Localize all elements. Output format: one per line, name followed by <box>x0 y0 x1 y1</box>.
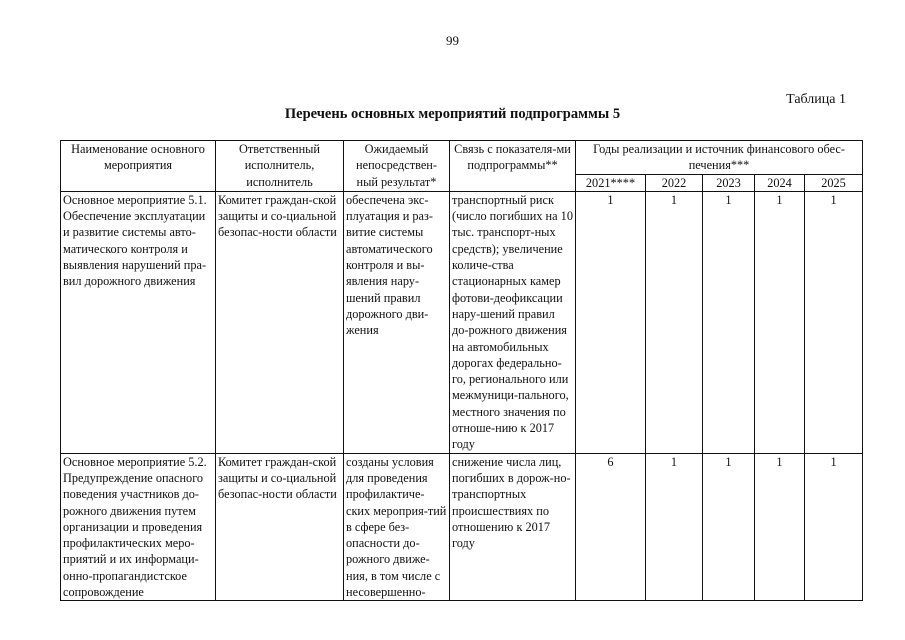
header-year: 2023 <box>703 174 755 191</box>
header-link: Связь с показателя-ми подпрограммы** <box>450 141 576 192</box>
header-executor: Ответственный исполнитель, исполнитель <box>216 141 344 192</box>
page-number: 99 <box>446 33 459 48</box>
document-title: Перечень основных мероприятий подпрограммы 5 <box>284 106 621 122</box>
year-value: 1 <box>805 191 863 453</box>
year-value: 1 <box>755 191 805 453</box>
measure-link: снижение числа лиц, погибших в дорож-но-транспортных происшествиях по отношению к 2017 году <box>450 453 576 601</box>
measure-name: Основное мероприятие 5.2. Предупреждение опасного поведения участников до-рожного движения путем организации и проведения профилактических меро-приятий и их информаци-онно-пропагандистское сопровождение <box>61 453 216 601</box>
year-value: 1 <box>703 191 755 453</box>
table-row <box>61 191 863 453</box>
year-value: 1 <box>576 191 646 453</box>
measure-executor: Комитет граждан-ской защиты и со-циальной безопас-ности области <box>216 453 344 601</box>
year-value: 1 <box>703 453 755 601</box>
year-value: 1 <box>755 453 805 601</box>
header-result: Ожидаемый непосредствен-ный результат* <box>344 141 450 192</box>
header-year: 2022 <box>646 174 703 191</box>
table-row <box>61 453 863 601</box>
year-value: 6 <box>576 453 646 601</box>
table-label: Таблица 1 <box>786 92 846 107</box>
header-year: 2025 <box>805 174 863 191</box>
header-year: 2021**** <box>576 174 646 191</box>
header-name: Наименование основного мероприятия <box>61 141 216 192</box>
year-value: 1 <box>646 453 703 601</box>
year-value: 1 <box>646 191 703 453</box>
measure-name: Основное мероприятие 5.1. Обеспечение эксплуатации и развитие системы авто-матического контроля и выявления нарушений пра-вил дорожного движения <box>61 191 216 453</box>
header-years-group: Годы реализации и источник финансового обес-печения*** <box>576 141 863 175</box>
header-year: 2024 <box>755 174 805 191</box>
measure-result: созданы условия для проведения профилактиче-ских мероприя-тий в сфере без-опасности до-рожного движе-ния, в том числе с несовершенно- <box>344 453 450 601</box>
measure-result: обеспечена экс-плуатация и раз-витие системы автоматического контроля и вы-явления нару-шений правил дорожного дви-жения <box>344 191 450 453</box>
measure-executor: Комитет граждан-ской защиты и со-циальной безопас-ности области <box>216 191 344 453</box>
measure-link: транспортный риск (число погибших на 10 тыс. транспорт-ных средств); увеличение количе-ства стационарных камер фотови-деофиксации нару-шений правил до-рожного движения на автомобильных дорогах федерально-го, регионального или межмуници-пального, местного значения по отноше-нию к 2017 году <box>450 191 576 453</box>
header-row <box>61 141 863 175</box>
year-value: 1 <box>805 453 863 601</box>
measures-table <box>60 140 863 601</box>
